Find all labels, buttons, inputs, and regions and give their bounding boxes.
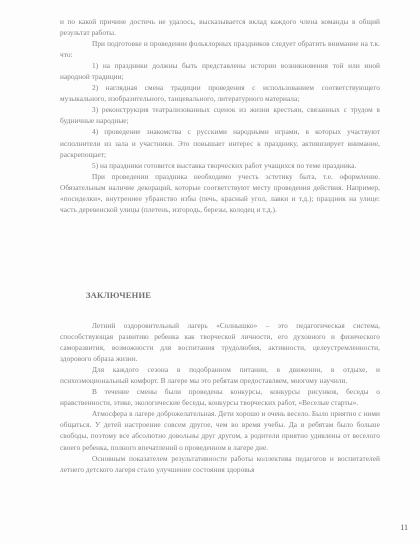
paragraph: и по какой причине достичь не удалось, высказывается вклад каждого члена команды в общий результат работы. bbox=[60, 17, 380, 38]
paragraph: Летний оздоровительный лагерь «Солнышко» – это педагогическая система, способствующая развитию ребенка как творческой личности, его духовного и физического саморазвития, возможности для воспитания трудолюбия, активности, целеустремленности, здорового образа жизни. bbox=[60, 321, 380, 364]
conclusion-text-section bbox=[60, 320, 380, 475]
paragraph: 2) наглядная смена традиции проведения с использованием соответствующего музыкального, изобразительного, танцевального, литературного материала; bbox=[60, 83, 380, 104]
paragraph: Для каждого сезона в подобранном питании, в движении, в отдыхе, и психоэмоциональный комфорт. В лагере мы это ребятам предоставляем, многому научили. bbox=[60, 365, 380, 386]
conclusion-heading: ЗАКЛЮЧЕНИЕ bbox=[86, 290, 152, 300]
paragraph: При подготовке и проведении фольклорных праздников следует обратить внимание на т.к. что: bbox=[60, 39, 380, 60]
paragraph: 3) реконструкция театрализованных сценок из жизни крестьян, связанных с трудом в будничные народные; bbox=[60, 105, 380, 126]
paragraph: Основным показателем результативности работы коллектива педагогов и воспитателей летнего детского лагеря стало улучшение состояния здоровья bbox=[60, 453, 380, 474]
paragraph: 4) проведение знакомства с русскими народными играми, в которых участвуют исполнители из зала и участники. Это повышает интерес к празднику, активизирует внимание, раскрепощает; bbox=[60, 127, 380, 159]
top-text-section bbox=[60, 16, 380, 215]
paragraph: В течение смены были проведены конкурсы, конкурсы рисунков, беседы о нравственности, этике, экологические беседы, конкурсы творческих работ, «Веселые старты». bbox=[60, 387, 380, 408]
page-number: 11 bbox=[400, 523, 408, 532]
paragraph: 5) на праздники готовится выставка творческих работ учащихся по теме праздника. bbox=[92, 160, 357, 170]
paragraph: Атмосфера в лагере доброжелательная. Дети хорошо и очень весело. Было приятно с ними общаться. У детей настроение совсем другое, чем во время учебы. Да и ребятам было больше свободы, поэтому все абсолютно довольны друг другом, а родители приятно удивлены от веселого своего ребенка, полного впечатлений о проведенном в лагере дне. bbox=[60, 409, 380, 452]
paragraph: При проведении праздника необходимо учесть эстетику быта, т.е. оформление. Обязательным наличие декораций, которые соответствуют месту проведения действия. Например, «посиделки», внутреннее убранство избы (печь, красный угол, лавки и т.д.); праздник на улице: часть деревенской улицы (плетень, изгородь, березы, колодец и т.д.). bbox=[60, 171, 380, 214]
paragraph: 1) на праздники должны быть представлены истории возникновения той или иной народной традиции; bbox=[60, 61, 380, 82]
